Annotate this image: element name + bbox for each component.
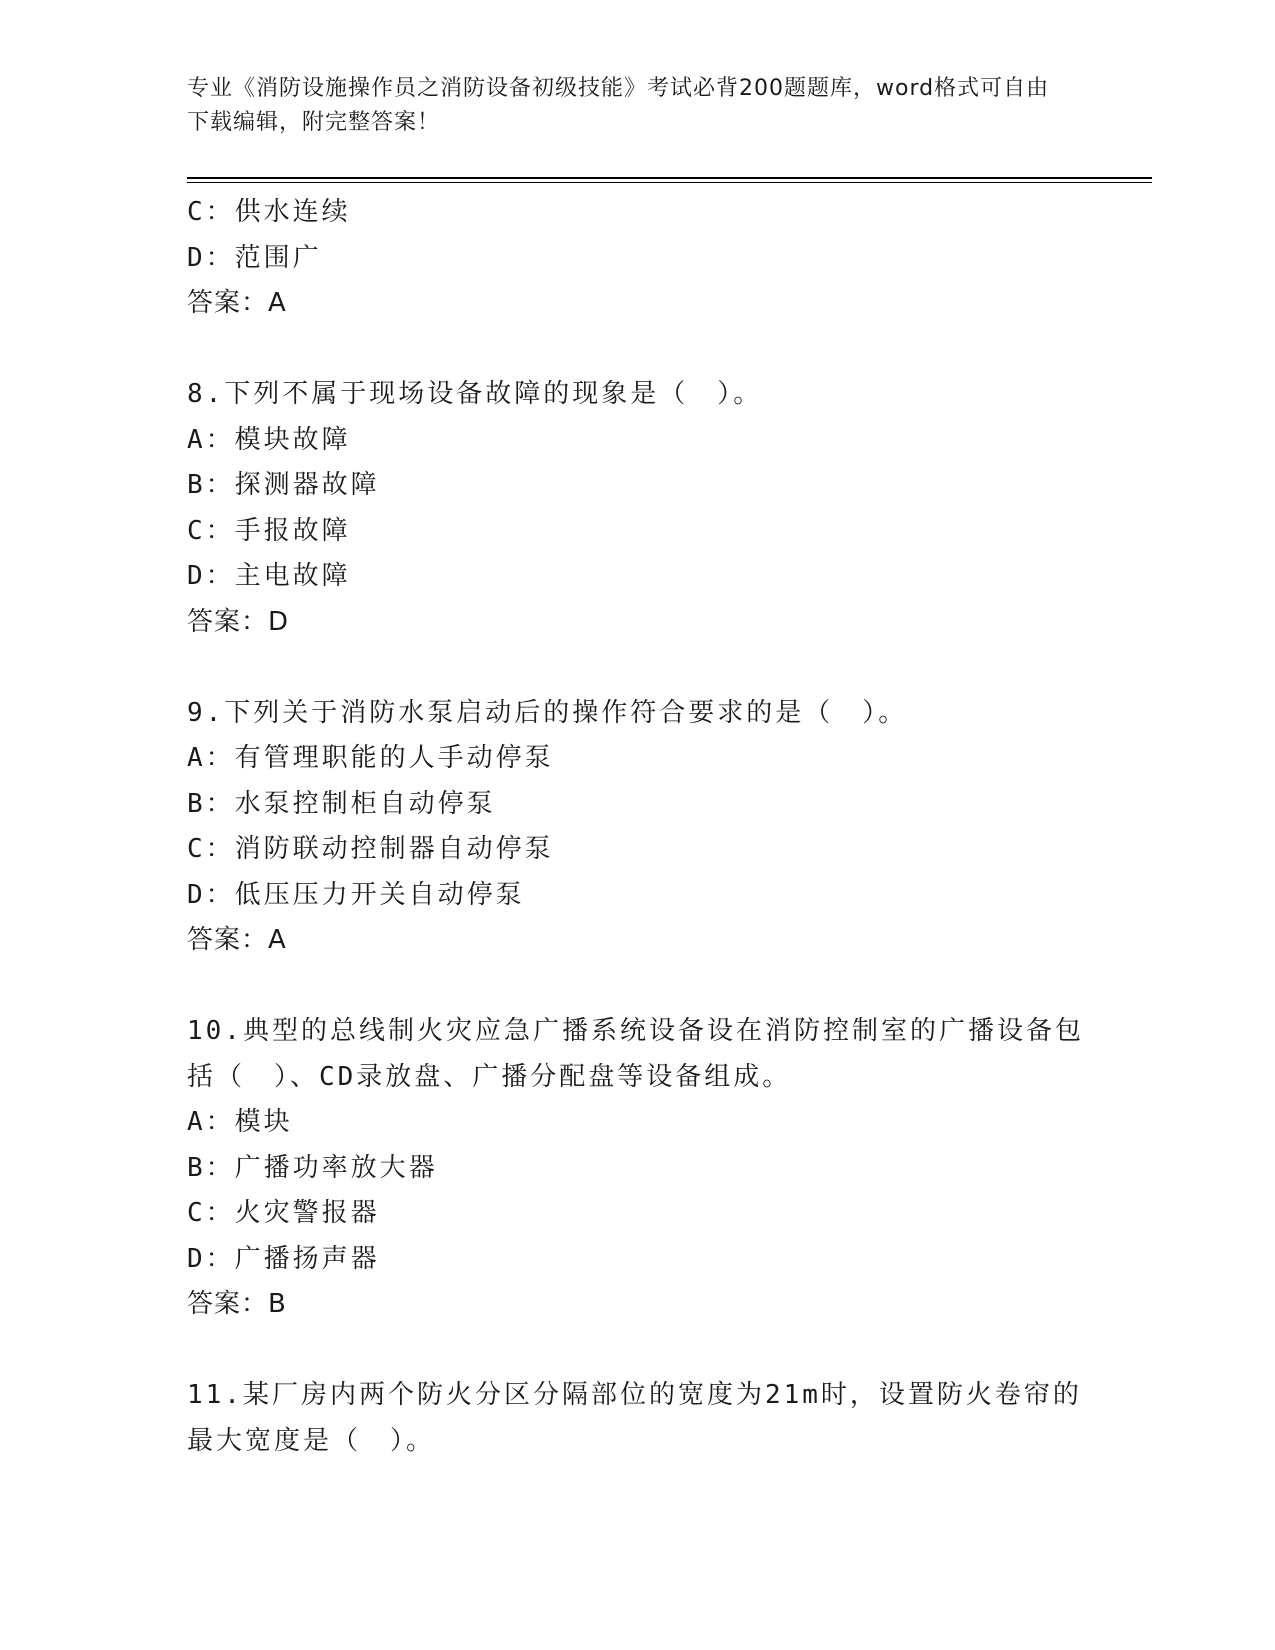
header-divider-thick	[187, 177, 1152, 179]
option-d: D：广播扬声器	[187, 1243, 380, 1274]
question-9	[187, 691, 1087, 964]
question-text-line-1: 11.某厂房内两个防火分区分隔部位的宽度为21m时，设置防火卷帘的	[187, 1380, 1082, 1410]
spacer	[187, 964, 1087, 1010]
question-text-line-2: 最大宽度是（ ）。	[187, 1425, 436, 1456]
spacer	[187, 327, 1087, 373]
option-d: D：范围广	[187, 242, 322, 273]
question-list	[187, 190, 1087, 1464]
option-b: B：探测器故障	[187, 470, 380, 500]
answer-line: 答案：D	[187, 606, 290, 637]
question-text-line-1: 10.典型的总线制火灾应急广播系统设备设在消防控制室的广播设备包	[187, 1016, 1084, 1046]
option-a: A：模块	[187, 1107, 293, 1137]
option-d: D：低压压力开关自动停泵	[187, 879, 525, 910]
answer-line: 答案：B	[187, 1289, 287, 1319]
answer-line: 答案：A	[187, 925, 287, 955]
header-divider-thin	[187, 182, 1152, 183]
spacer	[187, 645, 1087, 691]
option-d: D：主电故障	[187, 561, 351, 591]
option-a: A：有管理职能的人手动停泵	[187, 743, 554, 773]
option-c: C：手报故障	[187, 515, 351, 546]
option-c: C：供水连续	[187, 197, 351, 227]
answer-line: 答案：A	[187, 288, 287, 318]
question-text-line-2: 括（ ）、CD录放盘、广播分配盘等设备组成。	[187, 1061, 792, 1092]
option-b: B：水泵控制柜自动停泵	[187, 788, 496, 819]
question-10	[187, 1009, 1087, 1328]
question-text: 8.下列不属于现场设备故障的现象是（ ）。	[187, 379, 763, 409]
document-header: 专业《消防设施操作员之消防设备初级技能》考试必背200题题库，word格式可自由下载编辑，附完整答案！	[187, 76, 1050, 135]
option-c: C：火灾警报器	[187, 1198, 380, 1228]
option-b: B：广播功率放大器	[187, 1152, 438, 1183]
question-11	[187, 1373, 1087, 1464]
question-7-tail	[187, 190, 1087, 327]
question-8	[187, 372, 1087, 645]
option-c: C：消防联动控制器自动停泵	[187, 834, 554, 864]
option-a: A：模块故障	[187, 424, 351, 455]
spacer	[187, 1328, 1087, 1374]
question-text: 9.下列关于消防水泵启动后的操作符合要求的是（ ）。	[187, 697, 908, 728]
